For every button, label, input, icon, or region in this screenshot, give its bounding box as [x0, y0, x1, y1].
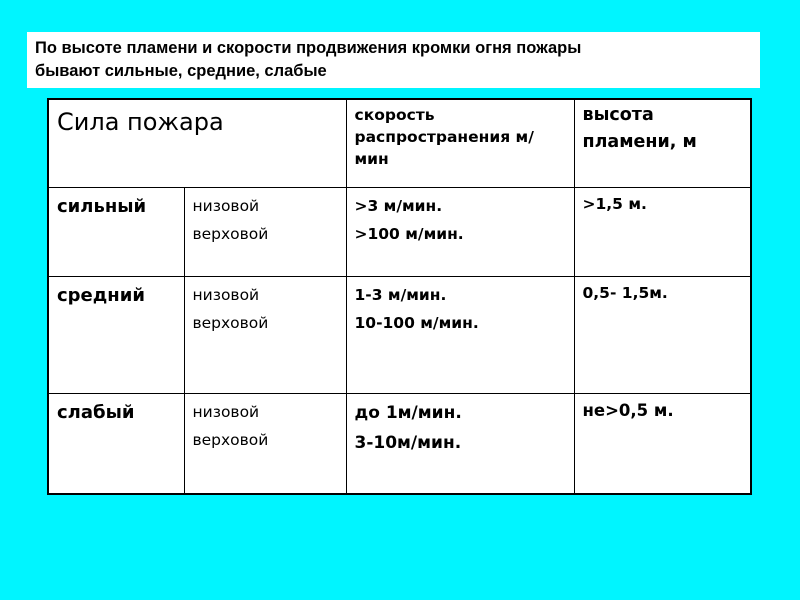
speed-ground: >3 м/мин. [354, 196, 443, 215]
speed-crown: 3-10м/мин. [354, 432, 462, 453]
table-row [48, 393, 751, 494]
table-row [48, 276, 751, 393]
header-speed: скорость распространения м/мин [346, 99, 574, 187]
speed-crown: >100 м/мин. [354, 224, 464, 243]
table-row [48, 187, 751, 276]
speed-ground: 1-3 м/мин. [354, 285, 447, 304]
speed-ground: до 1м/мин. [354, 402, 462, 423]
slide-title-line-1: По высоте пламени и скорости продвижения кромки огня пожары [35, 39, 582, 57]
table-header-row [48, 99, 751, 187]
row-height: не>0,5 м. [574, 393, 751, 494]
row-strength: средний [48, 276, 184, 393]
type-ground: низовой [192, 196, 260, 215]
row-speed [346, 276, 574, 393]
row-types [184, 187, 346, 276]
row-types [184, 276, 346, 393]
header-height: высота пламени, м [574, 99, 751, 187]
row-speed [346, 393, 574, 494]
row-height: 0,5- 1,5м. [574, 276, 751, 393]
type-ground: низовой [192, 285, 260, 304]
row-height: >1,5 м. [574, 187, 751, 276]
speed-crown: 10-100 м/мин. [354, 313, 479, 332]
type-crown: верховой [192, 224, 269, 243]
row-strength: сильный [48, 187, 184, 276]
type-ground: низовой [192, 402, 260, 421]
header-strength: Сила пожара [48, 99, 346, 187]
row-strength: слабый [48, 393, 184, 494]
slide-title-line-2: бывают сильные, средние, слабые [35, 62, 327, 80]
fire-strength-table [47, 98, 752, 495]
type-crown: верховой [192, 430, 269, 449]
slide-title [27, 32, 760, 88]
row-speed [346, 187, 574, 276]
type-crown: верховой [192, 313, 269, 332]
row-types [184, 393, 346, 494]
